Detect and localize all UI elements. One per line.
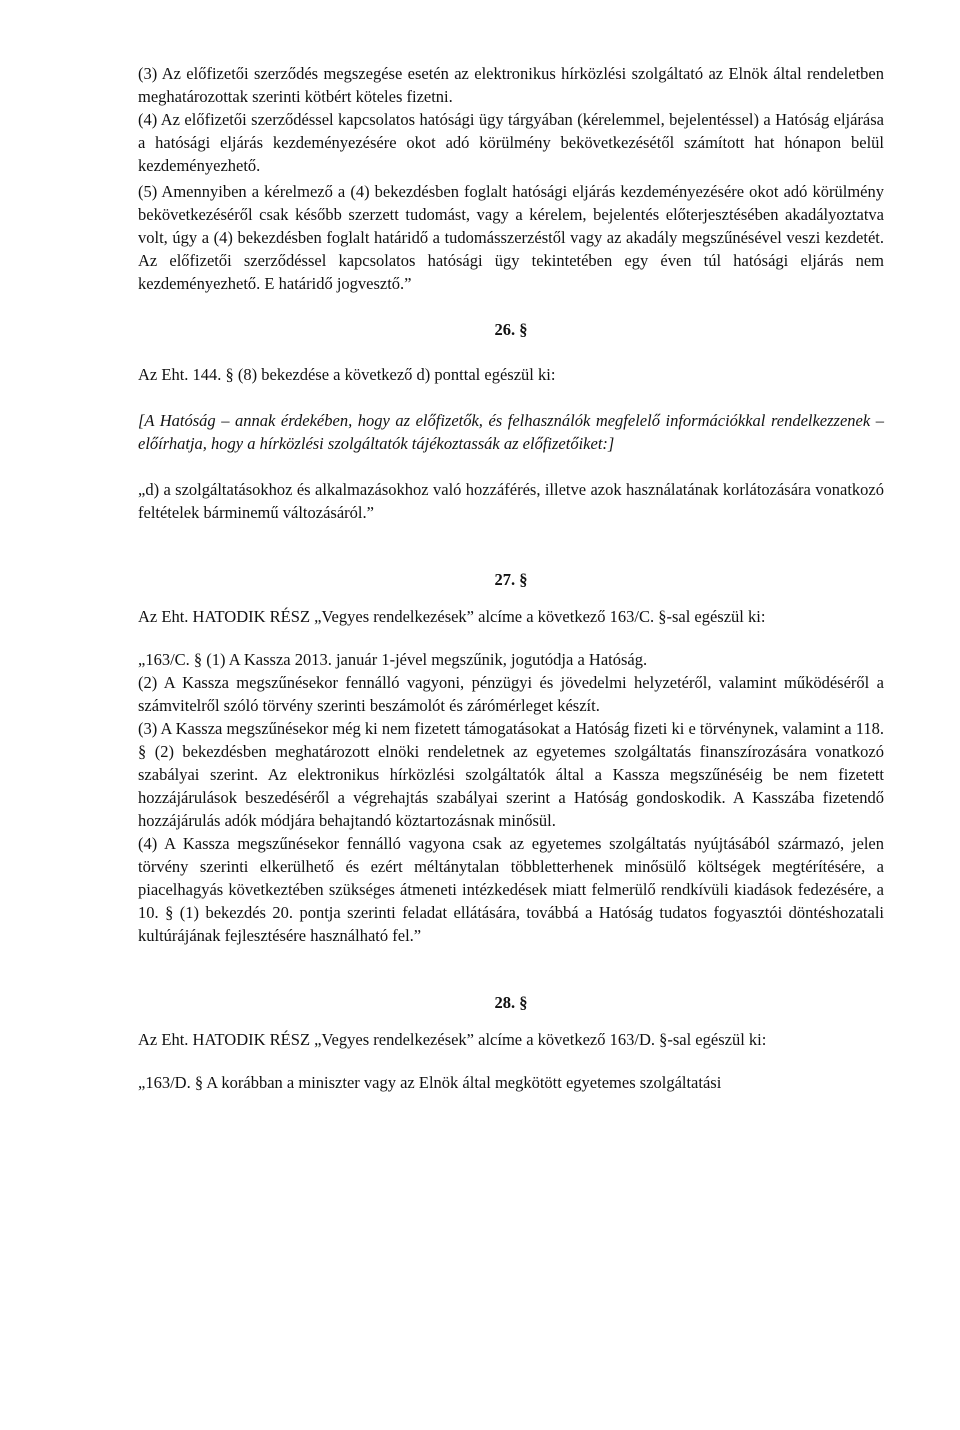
section-27-para-1: „163/C. § (1) A Kassza 2013. január 1-jével megszűnik, jogutódja a Hatóság. (138, 650, 648, 669)
section-heading-27: 27. § (494, 570, 528, 589)
paragraph-3: (3) Az előfizetői szerződés megszegése esetén az elektronikus hírközlési szolgáltató az Elnök által rendeletben meghatározottak szerinti kötbért köteles fizetni. (138, 64, 884, 106)
section-heading-28: 28. § (494, 993, 528, 1012)
document-page (138, 62, 884, 1094)
section-27-intro: Az Eht. HATODIK RÉSZ „Vegyes rendelkezések” alcíme a következő 163/C. §-sal egészül ki: (138, 607, 766, 626)
section-26-intro: Az Eht. 144. § (8) bekezdése a következő d) ponttal egészül ki: (138, 365, 556, 384)
section-28-para-1: „163/D. § A korábban a miniszter vagy az Elnök által megkötött egyetemes szolgáltatási (138, 1073, 722, 1092)
paragraph-4: (4) Az előfizetői szerződéssel kapcsolatos hatósági ügy tárgyában (kérelemmel, bejelentéssel) a Hatóság eljárása a hatósági eljárás kezdeményezésére okot adó körülmény bekövetkezésétől számított hat hónapon belül kezdeményezhető. (138, 110, 884, 175)
section-26-bracket-text: [A Hatóság – annak érdekében, hogy az előfizetők, és felhasználók megfelelő információkkal rendelkezzenek – előírhatja, hogy a hírközlési szolgáltatók tájékoztassák az előfizetőiket:] (138, 411, 884, 453)
section-28-intro: Az Eht. HATODIK RÉSZ „Vegyes rendelkezések” alcíme a következő 163/D. §-sal egészül ki: (138, 1030, 767, 1049)
paragraph-5: (5) Amennyiben a kérelmező a (4) bekezdésben foglalt hatósági eljárás kezdeményezésére okot adó körülmény bekövetkezéséről csak később szerzett tudomást, vagy a kérelem, bejelentés előterjesztésében akadályoztatva volt, úgy a (4) bekezdésben foglalt határidő a tudomásszerzéstől vagy az akadály megszűnésével veszi kezdetét. Az előfizetői szerződéssel kapcsolatos hatósági ügy tekintetében egy éven túl hatósági eljárás nem kezdeményezhető. E határidő jogvesztő.” (138, 182, 884, 293)
section-27-para-2: (2) A Kassza megszűnésekor fennálló vagyoni, pénzügyi és jövedelmi helyzetéről, valamint működéséről a számvitelről szóló törvény szerinti beszámolót és zárómérleget készít. (138, 673, 884, 715)
section-26-point-d: „d) a szolgáltatásokhoz és alkalmazásokhoz való hozzáférés, illetve azok használatának korlátozására vonatkozó feltételek bárminemű változásáról.” (138, 480, 884, 522)
section-heading-26: 26. § (494, 320, 528, 339)
section-27-para-3: (3) A Kassza megszűnésekor még ki nem fizetett támogatásokat a Hatóság fizeti ki e törvénynek, valamint a 118. § (2) bekezdésben meghatározott elnöki rendeletnek az egyetemes szolgáltatás finanszírozására vonatkozó szabályai szerint. Az elektronikus hírközlési szolgáltatók által a Kassza megszűnéséig be nem fizetett hozzájárulások beszedéséről a végrehajtás szabályai szerint a Hatóság gondoskodik. A Kasszába fizetendő hozzájárulás adók módjára behajtandó köztartozásnak minősül. (138, 719, 884, 830)
section-27-para-4: (4) A Kassza megszűnésekor fennálló vagyona csak az egyetemes szolgáltatás nyújtásából származó, jelen törvény szerinti elkerülhető és ezért méltánytalan többletterhenek minősülő költségek megtérítésére, a piacelhagyás következtében szükséges átmeneti intézkedések miatt felmerülő rendkívüli kiadások fedezésére, a 10. § (1) bekezdés 20. pontja szerinti feladat ellátására, továbbá a Hatóság tudatos fogyasztói döntéshozatali kultúrájának fejlesztésére használható fel.” (138, 834, 884, 945)
